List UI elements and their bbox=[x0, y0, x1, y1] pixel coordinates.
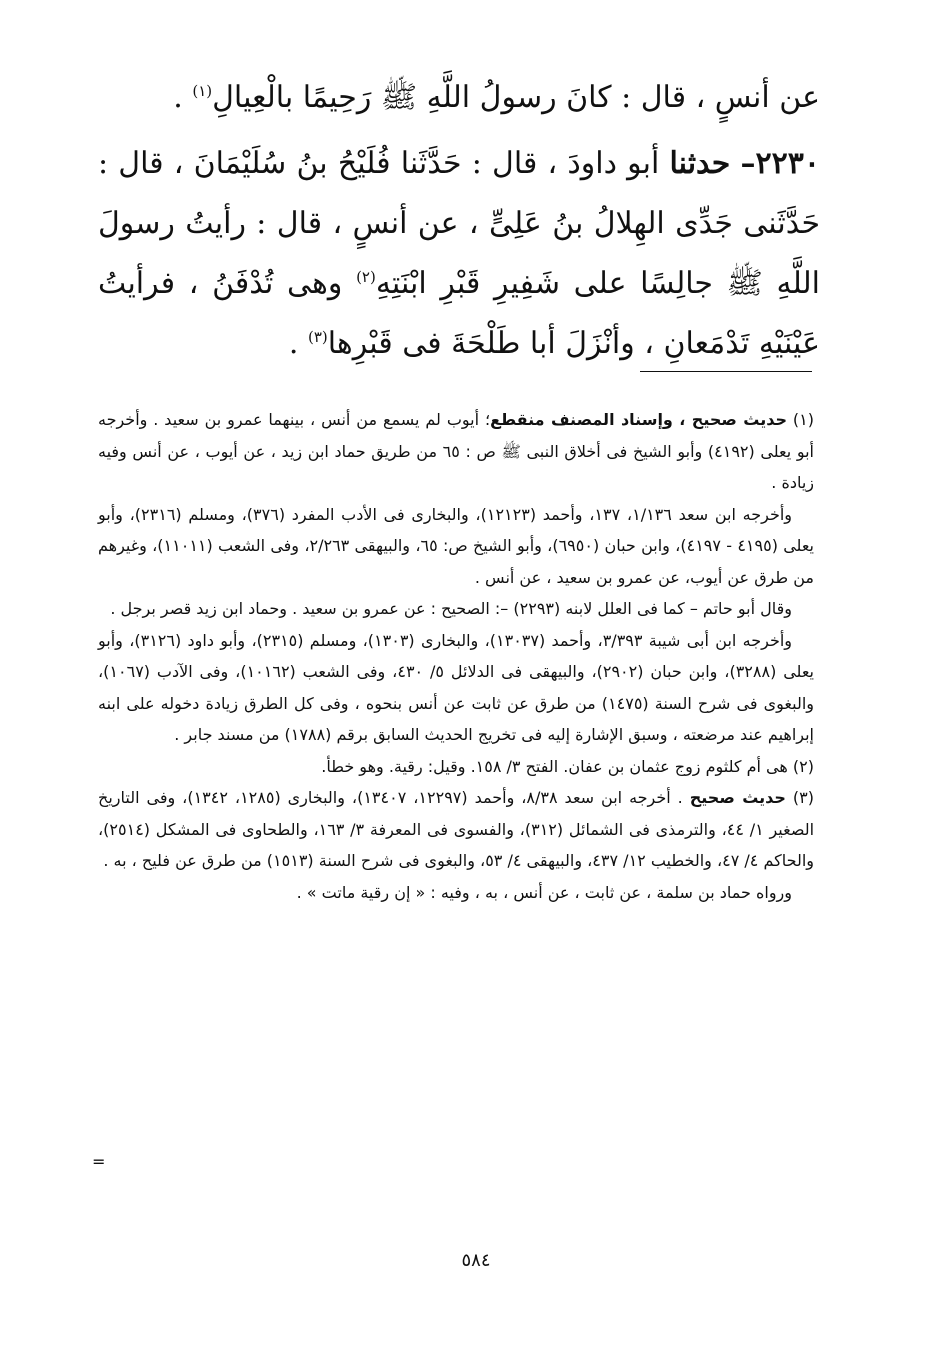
footnote-1-marker: (١) bbox=[792, 410, 814, 429]
intro-end: . bbox=[173, 80, 193, 115]
footnote-2: (٢) هى أم كلثوم زوج عثمان بن عفان. الفتح ٣/ ١٥٨. وقيل: رقية. وهو خطأ. bbox=[321, 756, 814, 776]
footnote-3-verdict: حديث صحيح bbox=[689, 788, 786, 807]
hadith-text-2: وهى تُدْفَنُ ، فرأيتُ عَيْنَيْهِ تَدْمَعانِ ، وأنْزَلَ أبا طَلْحَةَ فى قَبْرِها bbox=[98, 266, 820, 361]
hadith-end: . bbox=[288, 326, 308, 361]
main-text bbox=[98, 68, 820, 374]
footnote-ref-3: (٣) bbox=[307, 328, 328, 346]
page-number: ٥٨٤ bbox=[461, 1250, 491, 1271]
intro-line bbox=[98, 68, 820, 128]
footnote-1-text: ؛ أيوب لم يسمع من أنس ، بينهما عمرو بن سعيد . وأخرجه أبو يعلى (٤١٩٢) وأبو الشيخ فى أخلاق النبى ﷺ ص : ٦٥ من طريق حماد ابن زيد ، عن أيوب ، عن أنس وفيه زيادة . bbox=[98, 410, 815, 492]
intro-text: عن أنسٍ ، قال : كانَ رسولُ اللَّهِ ﷺ رَحِيمًا بالْعِيالِ bbox=[212, 80, 820, 115]
footnotes bbox=[98, 404, 814, 908]
hadith-text-1: أبو داودَ ، قال : حَدَّثَنا فُلَيْحُ بنُ سُلَيْمَانَ ، قال : حَدَّثَنى جَدِّى الهِلالُ بنُ عَلِىٍّ ، عن أنسٍ ، قال : رأيتُ رسولَ اللَّهِ ﷺ جالِسًا على شَفِيرِ قَبْرِ ابْنَتِهِ bbox=[98, 146, 820, 301]
footnote-1-verdict: حديث صحيح ، وإسناد المصنف منقطع bbox=[490, 410, 787, 429]
hadith-label: حدثنا bbox=[669, 146, 731, 181]
footnote-divider bbox=[640, 371, 812, 372]
hadith-number: ٢٢٣٠– bbox=[740, 146, 820, 181]
footnote-3 bbox=[98, 782, 814, 877]
footnote-1-para-4: وأخرجه ابن أبى شيبة ٣/٣٩٣، وأحمد (١٣٠٣٧)، والبخارى (١٣٠٣)، ومسلم (٢٣١٥)، وأبو داود (٣١٢٦)، وأبو يعلى (٣٢٨٨)، وابن حبان (٢٩٠٢)، والبيهقى فى الدلائل ٥/ ٤٣٠، وفى الشعب (١٠١٦٢)، وفى الآدب (١٠٦٧)، والبغوى فى شرح السنة (١٤٧٥) من طرق عن ثابت عن أنس بنحوه ، وفى كل الطرق زيادة دخوله على ابنه إبراهيم عند مرضعته ، وسبق الإشارة إليه فى تخريج الحديث السابق برقم (١٧٨٨) من مسند جابر . bbox=[98, 630, 815, 744]
footnote-3-marker: (٣) bbox=[792, 788, 814, 807]
footnote-3-text: . أخرجه ابن سعد ٨/٣٨، وأحمد (١٢٢٩٧، ١٣٤٠٧)، والبخارى (١٢٨٥، ١٣٤٢)، وفى التاريخ الصغير ١/ ٤٤، والترمذى فى الشمائل (٣١٢)، والفسوى فى المعرفة ٣/ ١٦٣، والطحاوى فى المشكل (٢٥١٤)، والحاكم ٤/ ٤٧، والخطيب ١٢/ ٤٣٧، والبيهقى ٤/ ٥٣، والبغوى فى شرح السنة (١٥١٣) من طرق عن فليح ، به . bbox=[98, 788, 815, 870]
footnote-1 bbox=[98, 404, 814, 499]
continuation-mark: = bbox=[92, 1152, 106, 1171]
footnote-3-para-2: ورواه حماد بن سلمة ، عن ثابت ، عن أنس ، به ، وفيه : « إن رقية ماتت » . bbox=[296, 882, 792, 902]
footnote-1-para-3: وقال أبو حاتم – كما فى العلل لابنه (٢٢٩٣) –: الصحيح : عن عمرو بن سعيد . وحماد ابن زيد قصر برجل . bbox=[110, 599, 792, 618]
footnote-ref-2: (٢) bbox=[356, 268, 376, 286]
footnote-ref-1: (١) bbox=[192, 82, 213, 100]
footnote-1-para-2: وأخرجه ابن سعد ١/١٣٦، ١٣٧، وأحمد (١٢١٢٣)، والبخارى فى الأدب المفرد (٣٧٦)، ومسلم (٢٣١٦)، وأبو يعلى (٤١٩٥ - ٤١٩٧)، وابن حبان (٦٩٥٠)، وأبو الشيخ ص: ٦٥، والبيهقى ٢/٢٦٣، وفى الشعب (١١٠١١)، وغيرهم من طرق عن أيوب، عن عمرو بن سعيد ، عن أنس . bbox=[98, 504, 815, 587]
hadith-paragraph bbox=[98, 134, 820, 374]
